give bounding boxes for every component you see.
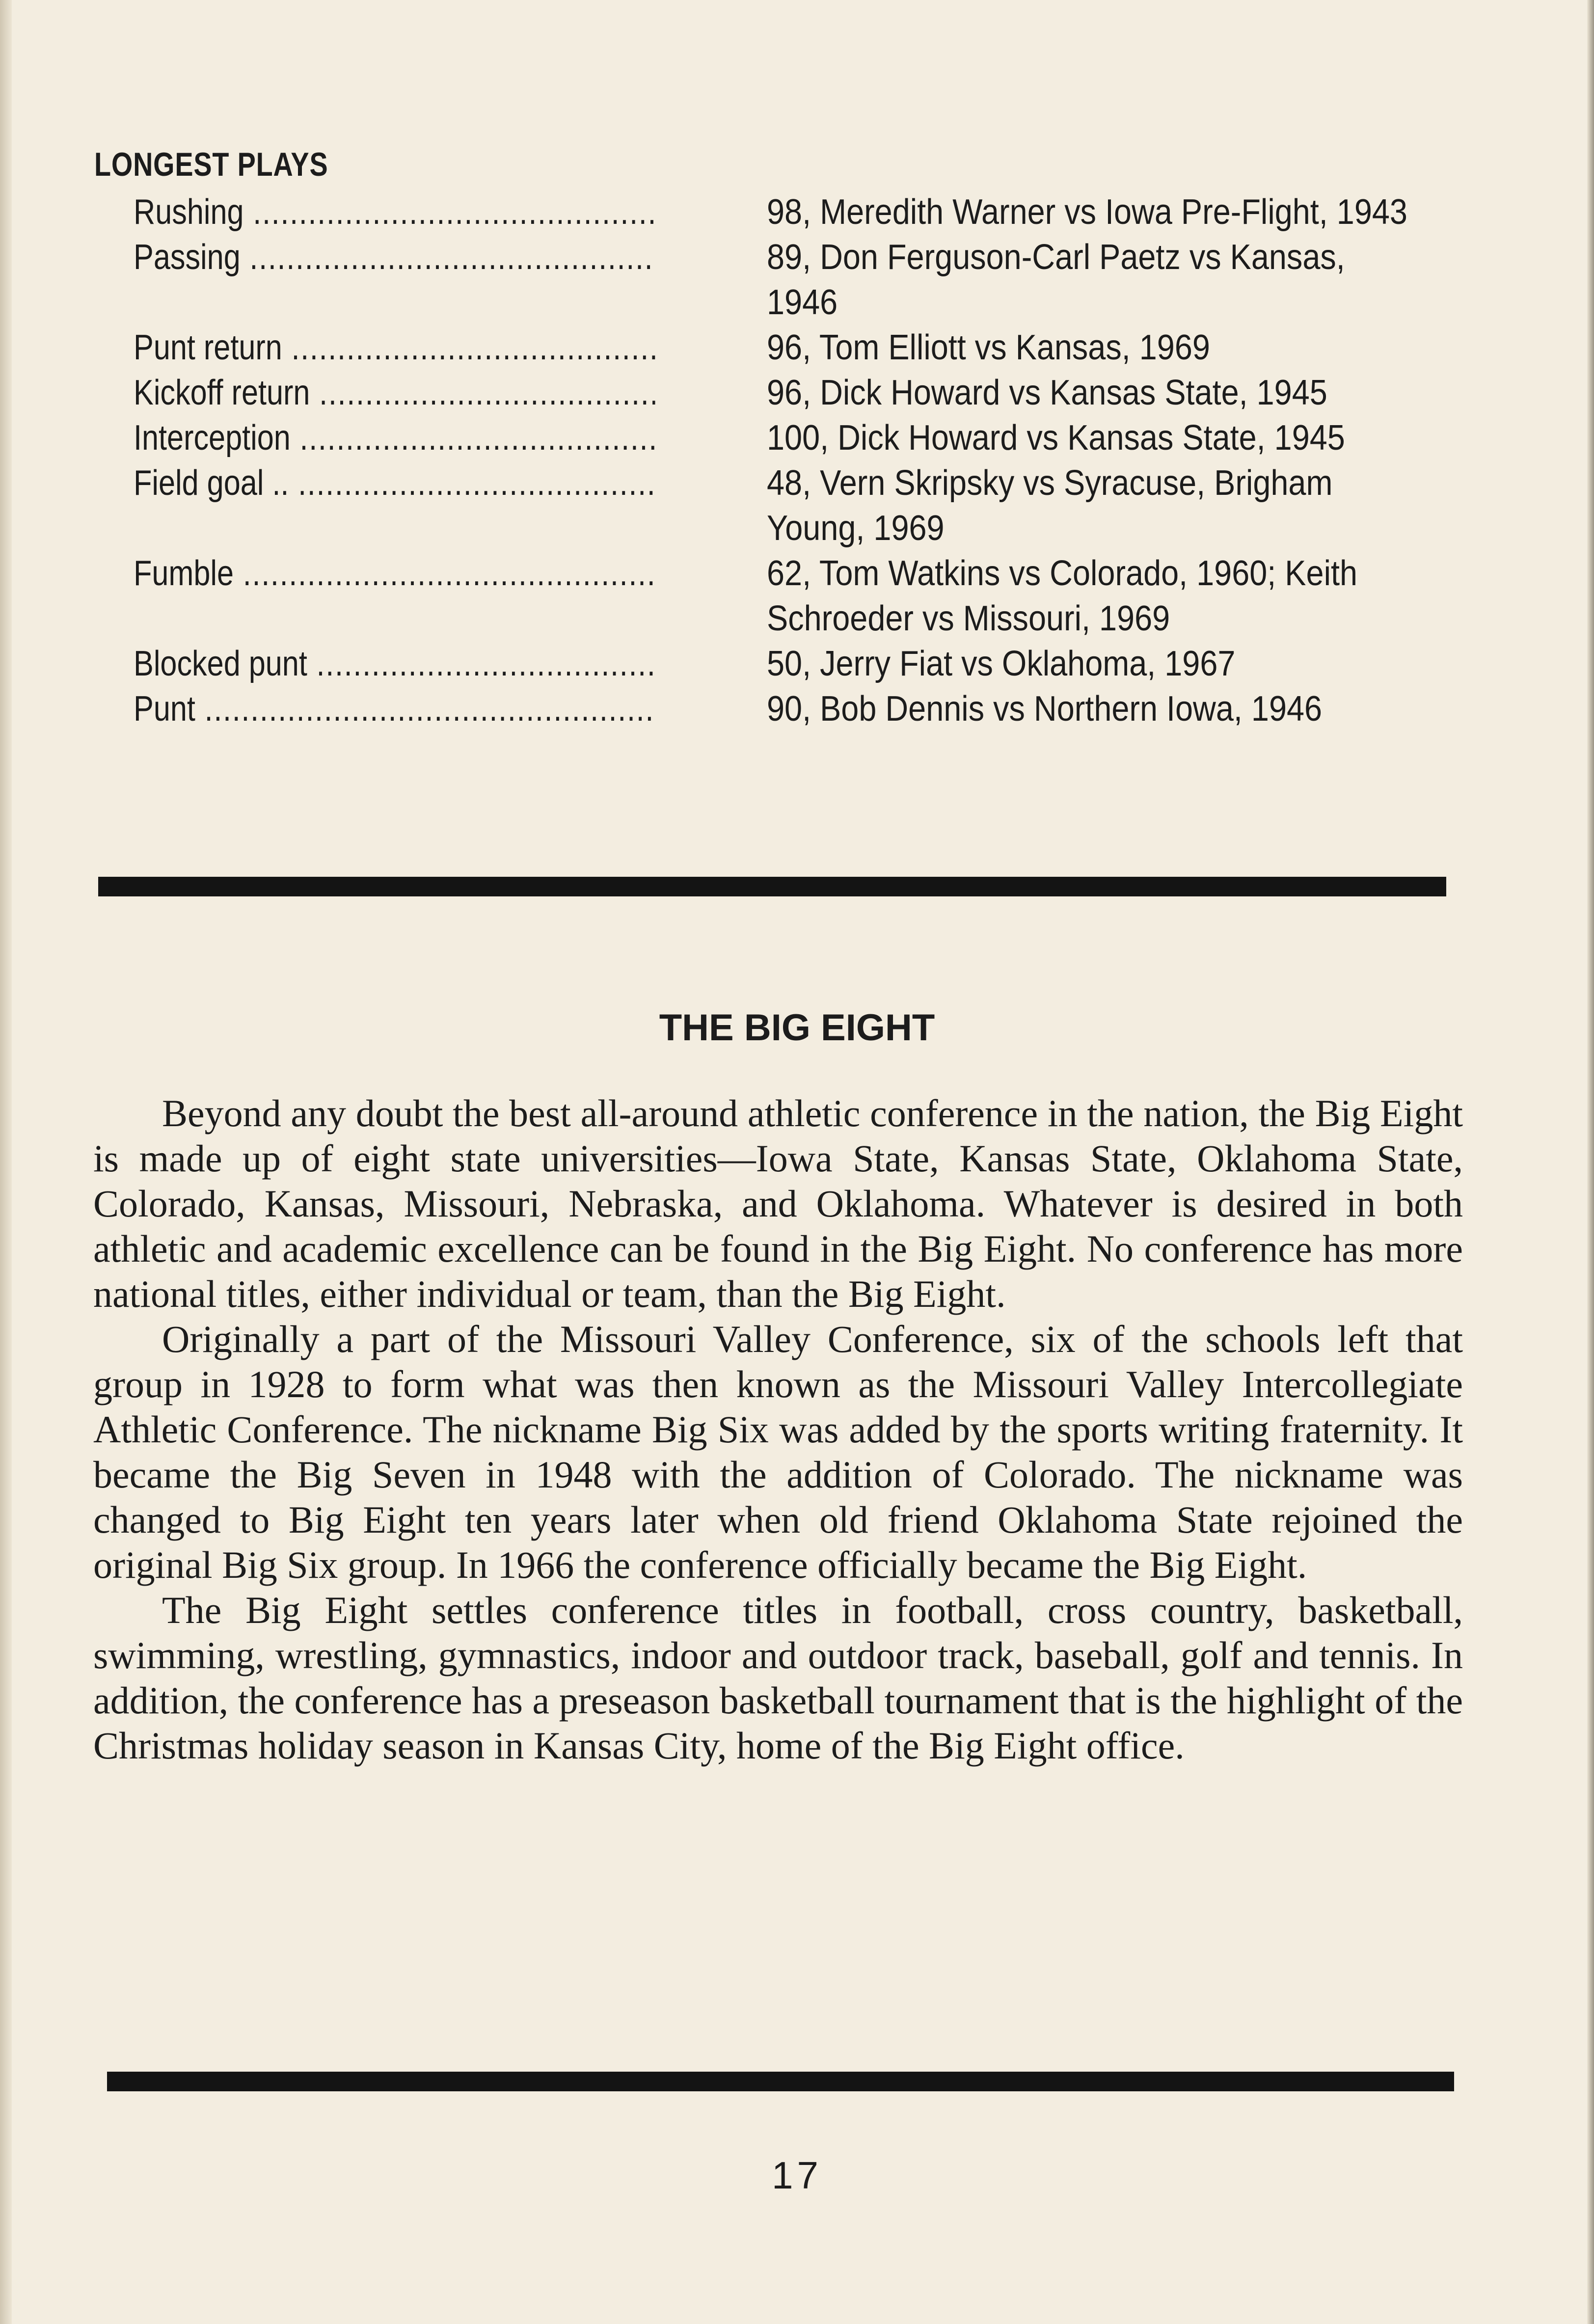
play-label: Punt ..... bbox=[134, 686, 655, 731]
play-row-punt-return bbox=[134, 325, 1459, 370]
play-value: 96, Dick Howard vs Kansas State, 1945 bbox=[767, 373, 1327, 412]
play-row-field-goal bbox=[134, 460, 1459, 551]
play-label: Passing ..... bbox=[134, 235, 655, 325]
play-row-rushing bbox=[134, 189, 1459, 235]
play-row-passing bbox=[134, 235, 1459, 325]
play-label: Interception ..... bbox=[134, 415, 655, 460]
play-value: 100, Dick Howard vs Kansas State, 1945 bbox=[767, 418, 1345, 458]
play-label: Fumble ..... bbox=[134, 551, 655, 641]
section-divider-top bbox=[98, 877, 1446, 896]
play-row-fumble bbox=[134, 551, 1459, 641]
play-value: 48, Vern Skripsky vs Syracuse, Brigham Young, 1969 bbox=[767, 463, 1333, 548]
page-number: 17 bbox=[772, 2154, 822, 2197]
play-value: 96, Tom Elliott vs Kansas, 1969 bbox=[767, 328, 1210, 367]
play-label: Kickoff return ..... bbox=[134, 370, 655, 415]
play-row-interception bbox=[134, 415, 1459, 460]
big-eight-body bbox=[93, 1091, 1463, 1768]
play-value: 90, Bob Dennis vs Northern Iowa, 1946 bbox=[767, 689, 1323, 729]
big-eight-title: THE BIG EIGHT bbox=[659, 1007, 935, 1049]
play-row-kickoff-return bbox=[134, 370, 1459, 415]
play-label: Punt return ..... bbox=[134, 325, 655, 370]
play-label: Blocked punt ..... bbox=[134, 641, 655, 686]
section-divider-bottom bbox=[107, 2072, 1454, 2091]
longest-plays-heading: LONGEST PLAYS bbox=[94, 146, 328, 183]
page-right-edge bbox=[1587, 0, 1594, 2324]
play-row-blocked-punt bbox=[134, 641, 1459, 686]
play-value: 98, Meredith Warner vs Iowa Pre-Flight, 1943 bbox=[767, 192, 1407, 232]
play-value: 89, Don Ferguson-Carl Paetz vs Kansas, 1946 bbox=[767, 238, 1345, 322]
play-label: Rushing ..... bbox=[134, 189, 655, 235]
play-value: 50, Jerry Fiat vs Oklahoma, 1967 bbox=[767, 644, 1236, 683]
page-binding-edge bbox=[0, 0, 12, 2324]
body-paragraph: The Big Eight settles conference titles in football, cross country, basketball, swimming, wrestling, gymnastics, indoor and outdoor track, baseball, golf and tennis. In addition, the conference has a preseason basketball tournament that is the highlight of the Christmas holiday season in Kansas City, home of the Big Eight office. bbox=[93, 1589, 1463, 1767]
body-paragraph: Originally a part of the Missouri Valley Conference, six of the schools left that group in 1928 to form what was then known as the Missouri Valley Intercollegiate Athletic Conference. The nickname Big Six was added by the sports writing fraternity. It became the Big Seven in 1948 with the addition of Colorado. The nickname was changed to Big Eight ten years later when old friend Oklahoma State rejoined the original Big Six group. In 1966 the conference officially became the Big Eight. bbox=[93, 1318, 1463, 1586]
longest-plays-list bbox=[134, 189, 1459, 731]
body-paragraph: Beyond any doubt the best all-around athletic conference in the nation, the Big Eight is made up of eight state universities—Iowa State, Kansas State, Oklahoma State, Colorado, Kansas, Missouri, Nebraska, and Oklahoma. Whatever is desired in both athletic and academic excellence can be found in the Big Eight. No conference has more national titles, either individual or team, than the Big Eight. bbox=[93, 1092, 1463, 1315]
play-value: 62, Tom Watkins vs Colorado, 1960; Keith Schroeder vs Missouri, 1969 bbox=[767, 554, 1358, 638]
play-label: Field goal .. ..... bbox=[134, 460, 655, 551]
play-row-punt bbox=[134, 686, 1459, 731]
